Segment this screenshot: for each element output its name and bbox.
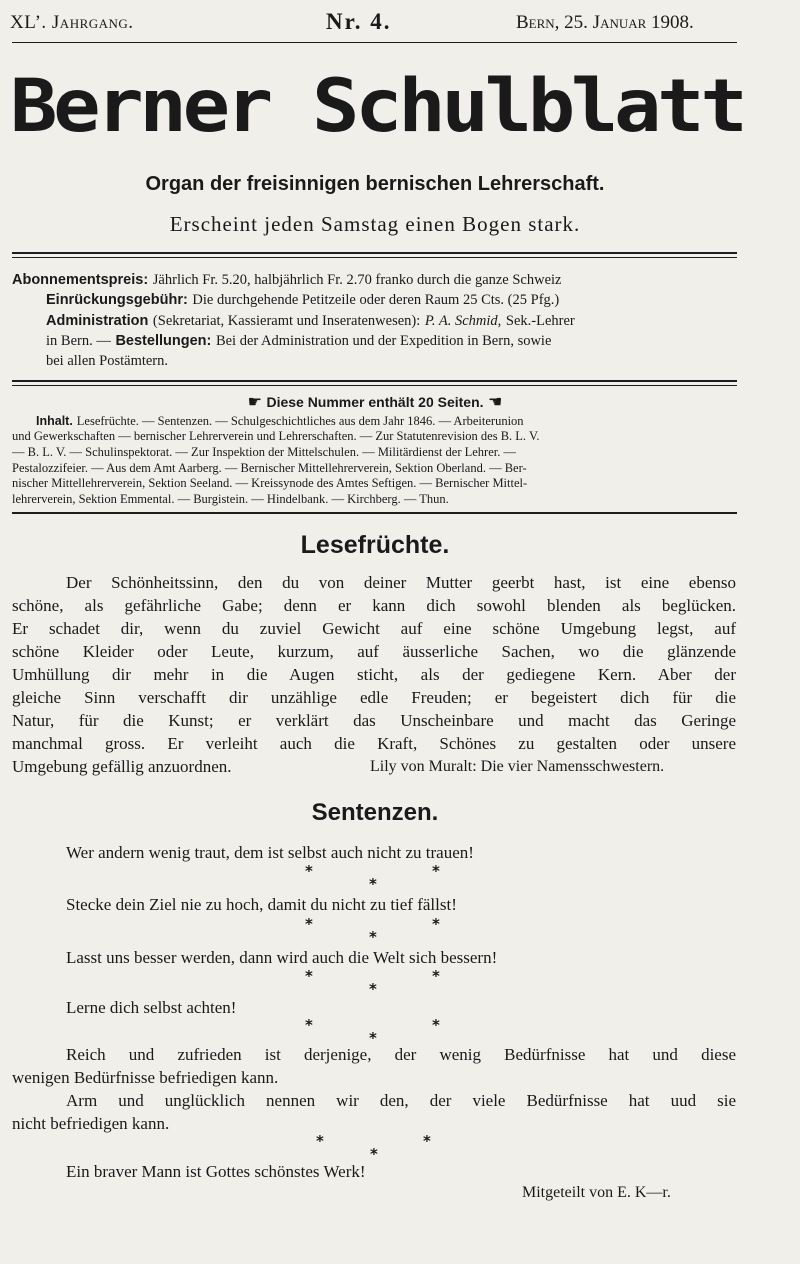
sentence-3: Lasst uns besser werden, dann wird auch die Welt sich bessern! — [66, 948, 498, 967]
separator-stars-3: * * * — [305, 967, 440, 998]
contents-label: Inhalt. — [36, 414, 73, 428]
adm-role: Sek.-Lehrer — [505, 313, 575, 329]
best-label: Bestellungen: — [115, 333, 212, 349]
lesefruechte-line-8: manchmal gross. Er verleiht auch die Kraft, Schönes zu gestalten oder unsere — [12, 734, 736, 753]
issue-number: Nr. 4. — [326, 9, 392, 34]
adm-name: P. A. Schmid, — [424, 313, 502, 329]
lesefruechte-last-line: Umgebung gefällig anzuordnen. — [12, 757, 232, 776]
lesefruechte-line-3: Er schadet dir, wenn du zuviel Gewicht auf eine schöne Umgebung legst, auf — [12, 619, 736, 638]
contents-rule — [12, 512, 737, 514]
abo-label: Abonnementspreis: — [12, 272, 149, 288]
contents-line-5: nischer Mittellehrerverein, Sektion Seeland. — Kreissynode des Amtes Seftigen. — Bernischer Mittel- — [12, 476, 528, 490]
subscription-line-4 — [46, 333, 551, 350]
lesefruechte-line-7: Natur, für die Kunst; er verklärt das Unscheinbare und macht das Geringe — [12, 711, 736, 730]
subscription-line-3 — [46, 313, 575, 330]
separator-stars-2: * * * — [305, 915, 440, 946]
pointing-hand-left-icon: ☛ — [247, 392, 262, 411]
sentence-5a: Reich und zufrieden ist derjenige, der wenig Bedürfnisse hat und diese — [66, 1045, 736, 1064]
sentence-4: Lerne dich selbst achten! — [66, 998, 237, 1017]
lesefruechte-line-2: schöne, als gefährliche Gabe; denn er kann dich sowohl blenden als beglücken. — [12, 596, 736, 615]
lesefruechte-line-5: Umhüllung dir mehr in die Augen sticht, als der gediegene Kern. Aber der — [12, 665, 736, 684]
sentence-7: Ein braver Mann ist Gottes schönstes Werk! — [66, 1162, 366, 1181]
lesefruechte-heading: Lesefrüchte. — [300, 531, 450, 559]
place-date: Bern, 25. Januar 1908. — [516, 12, 694, 33]
sentence-2: Stecke dein Ziel nie zu hoch, damit du nicht zu tief fällst! — [66, 895, 457, 914]
ins-text: Die durchgehende Petitzeile oder deren Raum 25 Cts. (25 Pfg.) — [192, 292, 560, 308]
subscription-rule-top — [12, 380, 737, 382]
pages-note-text: Diese Nummer enthält 20 Seiten. — [266, 394, 484, 410]
masthead-title: Berner Schulblatt — [10, 64, 744, 149]
volume-label: XL’. Jahrgang. — [10, 12, 134, 33]
line4-b: Bei der Administration und der Expedition in Bern, sowie — [215, 333, 552, 349]
subscription-rule-bottom — [12, 385, 737, 386]
adm-label: Administration — [46, 313, 149, 329]
contents-text-1: Lesefrüchte. — Sentenzen. — Schulgeschichtliches aus dem Jahr 1846. — Arbeiterunion — [76, 414, 524, 428]
header-rule — [12, 42, 737, 43]
abo-text: Jährlich Fr. 5.20, halbjährlich Fr. 2.70 franko durch die ganze Schweiz — [152, 272, 562, 288]
adm-text: (Sekretariat, Kassieramt und Inseratenwesen): — [152, 313, 421, 329]
subscription-line-2 — [46, 292, 559, 309]
contents-line-4: Pestalozzifeier. — Aus dem Amt Aarberg. — Bernischer Mittellehrerverein, Sektion Oberland. — Ber- — [12, 461, 527, 475]
sentenzen-heading: Sentenzen. — [311, 799, 439, 826]
separator-stars-1: * * * — [305, 862, 440, 893]
sentenzen-credit: Mitgeteilt von E. K—r. — [522, 1184, 671, 1201]
ins-label: Einrückungsgebühr: — [46, 292, 188, 308]
sentence-6b: nicht befriedigen kann. — [12, 1114, 170, 1133]
masthead-subtitle: Organ der freisinnigen bernischen Lehrerschaft. — [145, 173, 605, 195]
subscription-line-1 — [12, 272, 736, 289]
sentence-6a: Arm und unglücklich nennen wir den, der viele Bedürfnisse hat uud sie — [66, 1091, 736, 1110]
lesefruechte-line-4: schöne Kleider oder Leute, kurzum, auf äusserliche Sachen, wo die glänzende — [12, 642, 736, 661]
sentence-5b: wenigen Bedürfnisse befriedigen kann. — [12, 1068, 279, 1087]
sentence-1: Wer andern wenig traut, dem ist selbst auch nicht zu trauen! — [66, 843, 474, 862]
lesefruechte-line-1: Der Schönheitssinn, den du von deiner Mutter geerbt hast, ist eine ebenso — [66, 573, 736, 592]
lesefruechte-line-6: gleiche Sinn verschafft dir unzählige edle Freuden; er begeistert dich für die — [12, 688, 736, 707]
contents-line-3: — B. L. V. — Schulinspektorat. — Zur Inspektion der Mittelschulen. — Militärdienst der Lehrer. — — [12, 445, 516, 459]
contents-line-2: und Gewerkschaften — bernischer Lehrerverein und Lehrerschaften. — Zur Statutenrevision des B. L. V. — [12, 429, 540, 443]
pages-note — [0, 392, 750, 411]
separator-stars-5: * * * — [316, 1132, 431, 1163]
masthead-rule-bottom — [12, 257, 737, 258]
separator-stars-4: * * * — [305, 1016, 440, 1047]
masthead-frequency: Erscheint jeden Samstag einen Bogen stark. — [169, 212, 581, 236]
lesefruechte-attribution: Lily von Muralt: Die vier Namensschwestern. — [370, 758, 665, 775]
masthead-rule-top — [12, 252, 737, 254]
contents-line-6: lehrerverein, Sektion Emmental. — Burgistein. — Hindelbank. — Kirchberg. — Thun. — [12, 492, 449, 506]
line4-a: in Bern. — — [46, 333, 111, 349]
subscription-line-5: bei allen Postämtern. — [46, 353, 169, 369]
pointing-hand-right-icon: ☛ — [487, 392, 503, 411]
contents-line-1 — [36, 413, 524, 429]
